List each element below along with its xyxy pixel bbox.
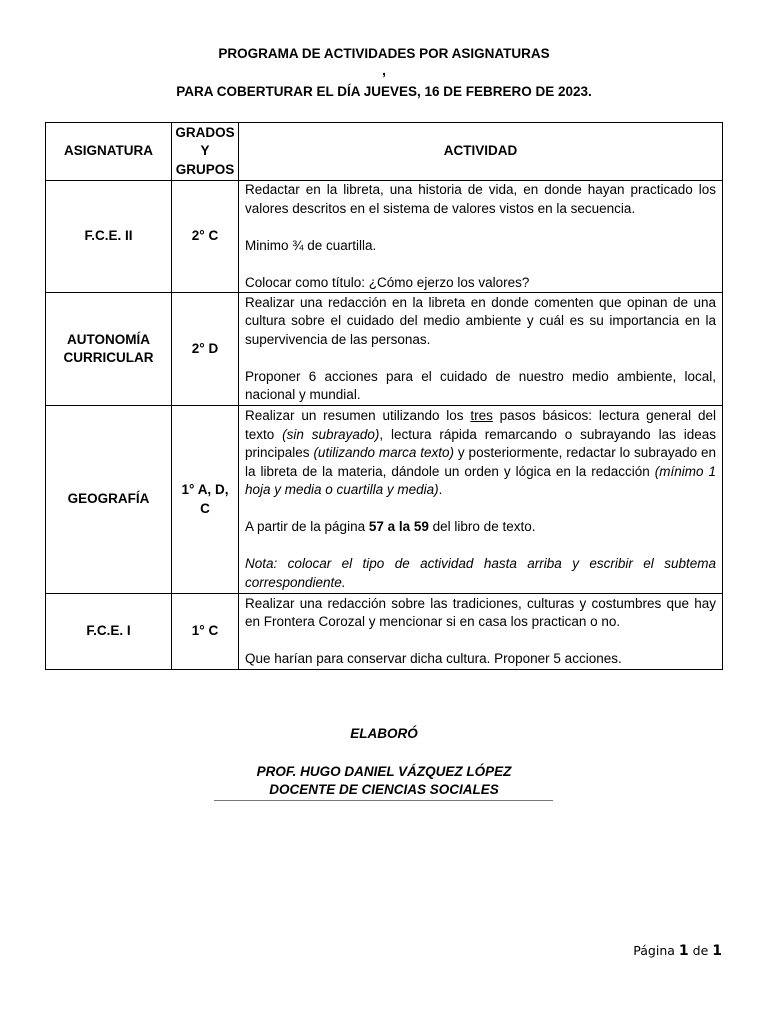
activity-paragraph: Realizar una redacción sobre las tradiciones, culturas y costumbres que hay en Frontera Corozal y mencionar si en casa los practican o no. <box>245 595 716 629</box>
header-grade-line-1: GRADOS <box>175 124 235 140</box>
header-subject: ASIGNATURA <box>46 123 172 181</box>
row-activity <box>239 181 723 293</box>
row-subject: AUTONOMÍA CURRICULAR <box>46 293 172 406</box>
text-run: , lectura rápida remarcando o subrayando las ideas principales <box>245 426 716 460</box>
document-subtitle: PARA COBERTURAR EL DÍA JUEVES, 16 DE FEBRERO DE 2023. <box>176 84 592 99</box>
text-run: A partir de la página <box>245 519 369 534</box>
signature-name: PROF. HUGO DANIEL VÁZQUEZ LÓPEZ <box>256 764 512 779</box>
underlined-word: tres <box>470 408 493 423</box>
signature-label: ELABORÓ <box>350 726 418 741</box>
table-row <box>46 293 723 406</box>
text-run: . <box>438 482 443 497</box>
activity-paragraph: Minimo ¾ de cuartilla. <box>245 237 377 253</box>
signature-line <box>214 800 553 801</box>
page-range: 57 a la 59 <box>368 519 429 534</box>
text-run: del libro de texto. <box>428 519 536 534</box>
row-activity <box>239 406 723 594</box>
table-row <box>46 594 723 670</box>
page-current: 1 <box>678 943 689 959</box>
row-activity <box>239 293 723 406</box>
activities-table <box>45 122 723 670</box>
table-header-row <box>46 123 723 181</box>
title-comma: , <box>382 63 386 78</box>
text-run: Realizar un resumen utilizando los <box>245 408 471 423</box>
header-grade-line-3: GRUPOS <box>175 161 235 177</box>
activity-paragraph: Proponer 6 acciones para el cuidado de nuestro medio ambiente, local, nacional y mundial. <box>245 368 716 402</box>
page-number <box>633 943 722 959</box>
text-run: pasos básicos: lectura general del texto <box>245 408 716 442</box>
activity-paragraph: Redactar en la libreta, una historia de vida, en donde hayan practicado los valores descritos en el sistema de valores vistos en la secuencia. <box>245 182 716 216</box>
header-activity: ACTIVIDAD <box>239 123 723 181</box>
document-title: PROGRAMA DE ACTIVIDADES POR ASIGNATURAS <box>218 46 550 61</box>
row-subject: F.C.E. II <box>46 181 172 293</box>
table-row <box>46 181 723 293</box>
row-grade: 1° A, D, C <box>172 406 239 594</box>
table-row <box>46 406 723 594</box>
activity-paragraph <box>245 518 716 537</box>
activity-paragraph: Colocar como título: ¿Cómo ejerzo los valores? <box>245 274 530 290</box>
row-subject: GEOGRAFÍA <box>46 406 172 594</box>
italic-note: (sin subrayado) <box>282 426 380 442</box>
row-grade: 2° D <box>172 293 239 406</box>
page-label: Página <box>633 943 675 958</box>
activity-paragraph: Realizar una redacción en la libreta en donde comenten que opinan de una cultura sobre el cuidado del medio ambiente y cuál es su importancia en la supervivencia de las personas. <box>245 294 716 347</box>
header-grade <box>172 123 239 181</box>
page-of: de <box>692 943 709 958</box>
italic-note: Nota: colocar el tipo de actividad hasta arriba y escribir el subtema correspondiente. <box>245 556 716 590</box>
header-grade-line-2: Y <box>200 143 210 159</box>
activity-paragraph <box>245 407 716 500</box>
text-run: y posteriormente, redactar lo subrayado en la libreta de la materia, dándole un orden y lógica en la redacción <box>245 445 717 479</box>
row-activity <box>239 594 723 670</box>
row-subject: F.C.E. I <box>46 594 172 670</box>
italic-note: (mínimo 1 hoja y media o cuartilla y media) <box>245 463 717 497</box>
signature-role: DOCENTE DE CIENCIAS SOCIALES <box>269 782 499 797</box>
italic-note: (utilizando marca texto) <box>313 445 455 460</box>
page-total: 1 <box>712 943 722 959</box>
row-grade: 2° C <box>172 181 239 293</box>
row-grade: 1° C <box>172 594 239 670</box>
activity-note <box>245 555 716 592</box>
activity-paragraph: Que harían para conservar dicha cultura. Proponer 5 acciones. <box>245 651 622 666</box>
